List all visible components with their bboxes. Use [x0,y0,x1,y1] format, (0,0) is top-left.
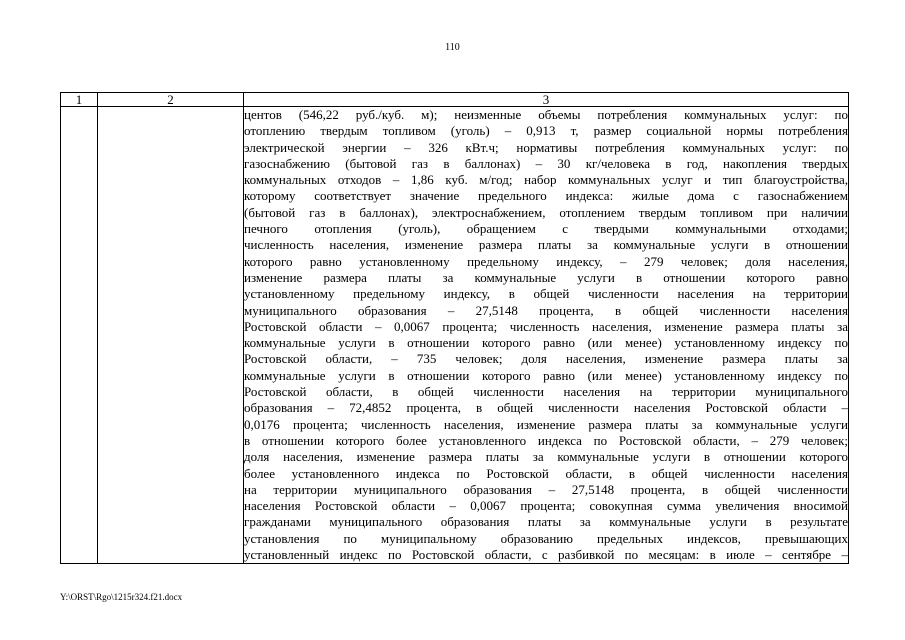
text-line: Ростовской области – 0,0067 процента; численность населения, изменение размера платы за [244,318,848,334]
text-line: установления по муниципальному образованию предельных индексов, превышающих [244,530,848,546]
page-number: 110 [445,42,460,53]
text-line: Ростовской области, – 735 человек; доля населения, изменение размера платы за [244,351,848,367]
table-cell-col-1 [61,107,98,564]
text-line: которому соответствует значение предельного индекса: жилые дома с газоснабжением [244,188,848,204]
text-line: на территории муниципального образования – 27,5148 процента, в общей численности [244,481,848,497]
column-header-3: 3 [244,93,849,107]
text-line: печного отопления (уголь), обращением с твердыми коммунальными отходами; [244,221,848,237]
text-line: Ростовской области, в общей численности населения на территории муниципального [244,384,848,400]
text-line: 0,0176 процента; численность населения, изменение размера платы за коммунальные услуги [244,416,848,432]
text-line: доля населения, изменение размера платы за коммунальные услуги в отношении которого [244,449,848,465]
table-cell-col-3 [244,107,849,564]
text-line: коммунальных отходов – 1,86 куб. м/год; набор коммунальных услуг и тип благоустройства, [244,172,848,188]
text-line: коммунальные услуги в отношении которого равно (или менее) установленному индексу по [244,367,848,383]
file-path-footer: Y:\ORST\Rgo\1215r324.f21.docx [60,592,183,602]
text-line: установленному предельному индексу, в общей численности населения на территории [244,286,848,302]
table-cell-col-2 [98,107,244,564]
column-header-1: 1 [61,93,98,107]
text-line: коммунальные услуги в отношении которого равно (или менее) установленному индексу по [244,335,848,351]
text-line: численность населения, изменение размера платы за коммунальные услуги в отношении [244,237,848,253]
text-line: отоплению твердым топливом (уголь) – 0,913 т, размер социальной нормы потребления [244,123,848,139]
text-line: населения Ростовской области – 0,0067 процента; совокупная сумма увеличения вносимой [244,498,848,514]
text-line: центов (546,22 руб./куб. м); неизменные объемы потребления коммунальных услуг: по [244,107,848,122]
text-line: которого равно установленному предельному индексу, – 279 человек; доля населения, [244,253,848,269]
text-line: гражданами муниципального образования платы за коммунальные услуги в результате [244,514,848,530]
table-row [61,107,849,564]
text-line: электрической энергии – 326 кВт.ч; нормативы потребления коммунальных услуг: по [244,139,848,155]
text-line: установленный индекс по Ростовской области, с разбивкой по месяцам: в июле – сентябре – [244,547,848,563]
text-line: муниципального образования – 27,5148 процента, в общей численности населения [244,302,848,318]
text-line: в отношении которого более установленного индекса по Ростовской области, – 279 человек; [244,432,848,448]
text-line: более установленного индекса по Ростовской области, в общей численности населения [244,465,848,481]
column-header-2: 2 [98,93,244,107]
text-line: газоснабжению (бытовой газ в баллонах) – 30 кг/человека в год, накопления твердых [244,155,848,171]
text-line: образования – 72,4852 процента, в общей численности населения Ростовской области – [244,400,848,416]
document-table [60,92,849,564]
table-header-row [61,93,849,107]
text-line: (бытовой газ в баллонах), электроснабжением, отоплением твердым топливом при наличии [244,204,848,220]
text-line: изменение размера платы за коммунальные услуги в отношении которого равно [244,269,848,285]
